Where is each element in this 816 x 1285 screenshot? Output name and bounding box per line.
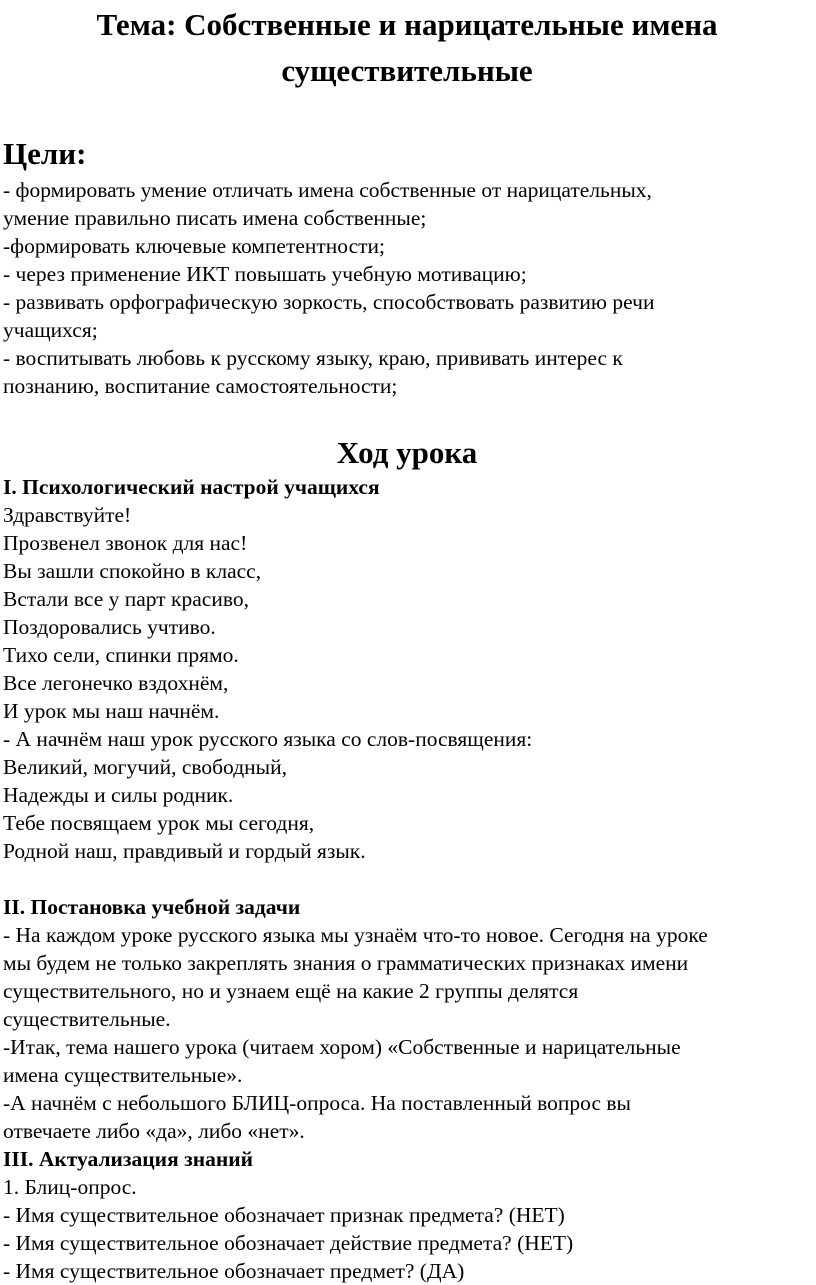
poem-line: И урок мы наш начнём. [3, 699, 220, 723]
poem-line: Родной наш, правдивый и гордый язык. [3, 839, 366, 863]
paragraph-line: имена существительные». [3, 1063, 243, 1087]
quiz-line: - Имя существительное обозначает действие предмета? (НЕТ) [3, 1231, 574, 1255]
poem-line: Поздоровались учтиво. [3, 615, 216, 639]
poem-line: Тихо сели, спинки прямо. [3, 643, 239, 667]
section-task [3, 893, 811, 1145]
goals-line: -формировать ключевые компетентности; [3, 234, 385, 258]
goals-heading: Цели: [3, 136, 87, 171]
goals-line: умение правильно писать имена собственные; [3, 206, 427, 230]
paragraph-line: существительные. [3, 1007, 171, 1031]
quiz-line: - Имя существительное обозначает предмет? (ДА) [3, 1259, 465, 1283]
goals-line: - воспитывать любовь к русскому языку, краю, прививать интерес к [3, 346, 623, 370]
paragraph-line: отвечаете либо «да», либо «нет». [3, 1119, 305, 1143]
goals-line: познанию, воспитание самостоятельности; [3, 374, 398, 398]
poem-line: Тебе посвящаем урок мы сегодня, [3, 811, 315, 835]
title-line-1: Тема: Собственные и нарицательные имена [96, 7, 718, 42]
poem-line: Здравствуйте! [3, 503, 132, 527]
goals-line: - через применение ИКТ повышать учебную мотивацию; [3, 262, 527, 286]
poem-line: Надежды и силы родник. [3, 783, 234, 807]
section-task-heading: II. Постановка учебной задачи [3, 895, 301, 919]
paragraph-line: существительного, но и узнаем ещё на какие 2 группы делятся [3, 979, 579, 1003]
section-knowledge-heading: III. Актуализация знаний [3, 1147, 254, 1171]
poem-line: Встали все у парт красиво, [3, 587, 249, 611]
section-mood-heading: I. Психологический настрой учащихся [3, 475, 380, 499]
title-line-2: существительные [281, 53, 533, 88]
poem-line: Великий, могучий, свободный, [3, 755, 287, 779]
quiz-line: - Имя существительное обозначает признак предмета? (НЕТ) [3, 1203, 565, 1227]
paragraph-line: - На каждом уроке русского языка мы узнаём что-то новое. Сегодня на уроке [3, 923, 708, 947]
poem-line: - А начнём наш урок русского языка со слов-посвящения: [3, 727, 533, 751]
paragraph-line: мы будем не только закреплять знания о грамматических признаках имени [3, 951, 689, 975]
paragraph-line: -Итак, тема нашего урока (читаем хором) «Собственные и нарицательные [3, 1035, 681, 1059]
poem-line: Прозвенел звонок для нас! [3, 531, 248, 555]
paragraph-line: -А начнём с небольшого БЛИЦ-опроса. На поставленный вопрос вы [3, 1091, 631, 1115]
goals-line: - формировать умение отличать имена собственные от нарицательных, [3, 178, 652, 202]
goals-line: учащихся; [3, 318, 98, 342]
spacer [3, 865, 811, 893]
section-mood [3, 473, 811, 865]
document-title [3, 0, 811, 94]
quiz-line: 1. Блиц-опрос. [3, 1175, 137, 1199]
lesson-heading: Ход урока [336, 435, 478, 470]
goals-line: - развивать орфографическую зоркость, способствовать развитию речи [3, 290, 655, 314]
poem-line: Все легонечко вздохнём, [3, 671, 229, 695]
poem-line: Вы зашли спокойно в класс, [3, 559, 262, 583]
section-knowledge [3, 1145, 811, 1285]
goals-list [3, 176, 811, 400]
document-page [3, 0, 811, 1285]
